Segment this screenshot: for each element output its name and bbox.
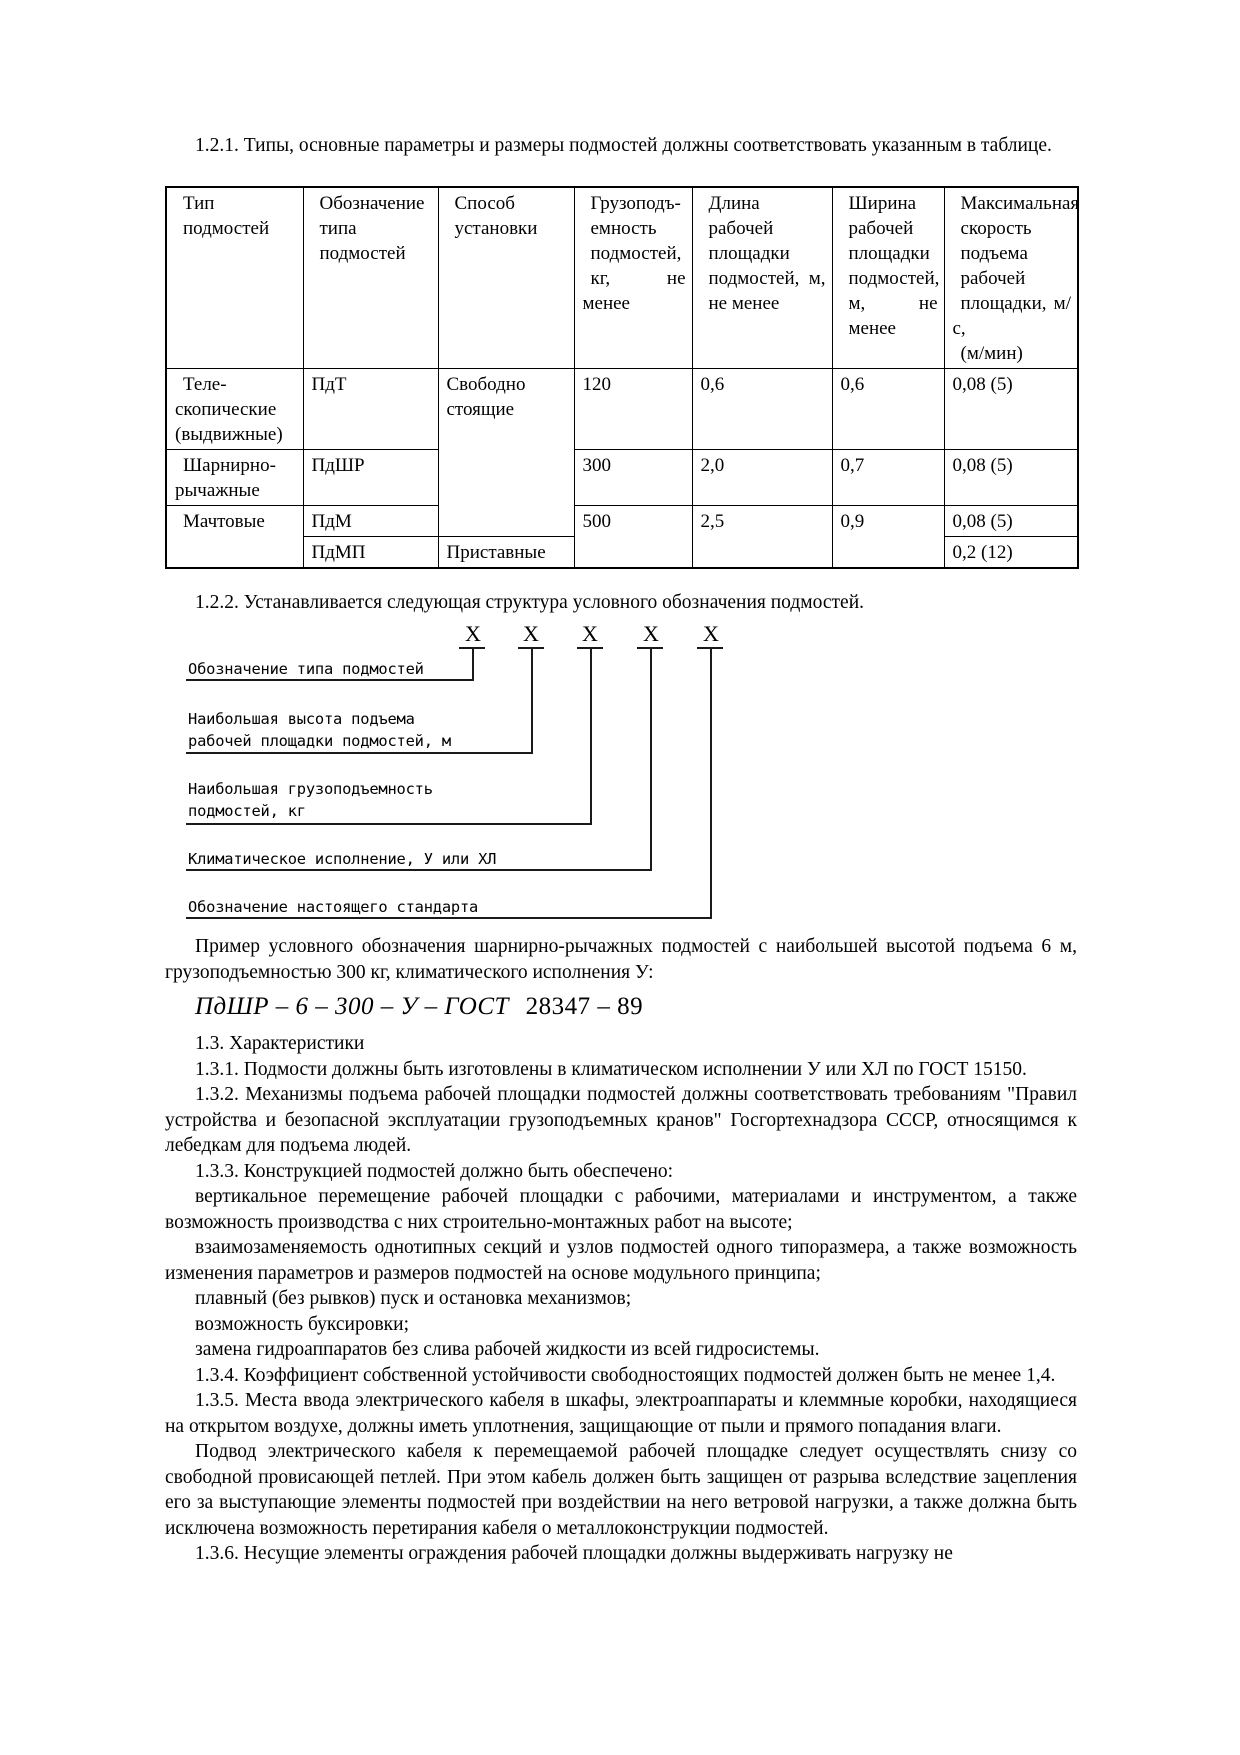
cell-line: Мачтовые <box>183 510 265 532</box>
cell-line: стоящие <box>446 398 515 420</box>
header-line: Длина <box>708 192 760 214</box>
clause-1-2-1-paragraph: 1.2.1. Типы, основные параметры и размеры подмостей должны соответствовать указанным в таблице. <box>195 135 1052 156</box>
example-paragraph: Пример условного обозначения шарнирно-рычажных подмостей с наибольшей высотой подъема 6 м, грузоподъемностью 300 кг, климатического исполнения У: <box>165 936 1077 983</box>
cell-length: 2,5 <box>692 505 832 568</box>
formula-upright-part: 28347 – 89 <box>525 993 644 1020</box>
leader-cap-4 <box>637 647 663 649</box>
cell-type <box>166 505 303 568</box>
header-line: (м/мин) <box>960 342 1023 364</box>
table-header-cell-type <box>166 187 303 369</box>
table-row <box>166 505 1078 536</box>
header-line: рабочей <box>708 217 774 239</box>
parameters-table <box>165 186 1079 569</box>
leader-cap-5 <box>697 647 723 649</box>
x-mark: X <box>582 621 598 646</box>
header-line: рабочей <box>848 217 914 239</box>
cell-designation: ПдМП <box>303 536 438 568</box>
cell-line: скопические <box>175 398 277 420</box>
header-line: рабочей <box>960 267 1026 289</box>
x-mark: X <box>643 621 659 646</box>
header-line: емность <box>590 217 657 239</box>
cell-speed: 0,08 (5) <box>944 449 1078 505</box>
structure-label-standard: Обозначение настоящего стандарта <box>188 898 479 916</box>
structure-label-type: Обозначение типа подмостей <box>188 660 424 678</box>
clause-1-3-2: 1.3.2. Механизмы подъема рабочей площадки подмостей должны соответствовать требованиям "Правил устройства и безопасной эксплуатации грузоподъемных кранов" Госгортехнадзора СССР, относящимся к лебедкам для подъема людей. <box>165 1084 1077 1156</box>
clause-1-3-3: 1.3.3. Конструкцией подмостей должно быть обеспечено: <box>195 1160 674 1182</box>
table-row <box>166 368 1078 449</box>
cell-mounting-attached: Приставные <box>438 536 574 568</box>
clause-1-3-3-item-b: взаимозаменяемость однотипных секций и узлов подмостей одного типоразмера, а также возможность изменения параметров и размеров подмостей на основе модульного принципа; <box>165 1237 1077 1284</box>
cell-type <box>166 449 303 505</box>
clause-1-3-3-item-d: возможность буксировки; <box>195 1313 409 1335</box>
cell-length: 0,6 <box>692 368 832 449</box>
leader-cap-1 <box>459 647 485 649</box>
clause-1-3-5: 1.3.5. Места ввода электрического кабеля в шкафы, электроаппараты и клеммные коробки, находящиеся на открытом воздухе, должны иметь уплотнения, защищающие от пыли и прямого попадания влаги. <box>165 1390 1077 1437</box>
structure-label-height-line2: рабочей площадки подмостей, м <box>188 732 451 750</box>
x-mark: X <box>523 621 539 646</box>
clause-1-2-2-paragraph: 1.2.2. Устанавливается следующая структура условного обозначения подмостей. <box>195 591 865 613</box>
structure-label-capacity-line1: Наибольшая грузоподъемность <box>188 780 433 798</box>
leader-vertical-2 <box>531 647 533 752</box>
cell-capacity: 500 <box>574 505 692 568</box>
clause-1-3-3-item-e: замена гидроаппаратов без слива рабочей жидкости из всей гидросистемы. <box>195 1339 820 1360</box>
header-line: площадки <box>848 242 930 264</box>
header-line: не менее <box>708 292 780 314</box>
cell-line: рычажные <box>175 479 260 501</box>
table-header-cell-capacity <box>574 187 692 369</box>
cell-mounting-free-standing <box>438 368 574 536</box>
header-line: подмостей <box>319 242 406 264</box>
underline-3 <box>186 823 592 825</box>
clause-1-3-3-item-a: вертикальное перемещение рабочей площадки с рабочими, материалами и инструментом, а также возможность производства с них строительно-монтажных работ на высоте; <box>165 1186 1077 1233</box>
header-line: подмостей <box>183 217 270 239</box>
header-line: подмостей, <box>848 267 940 289</box>
clause-1-3-1: 1.3.1. Подмости должны быть изготовлены в климатическом исполнении У или ХЛ по ГОСТ 15150. <box>195 1058 1027 1080</box>
formula-italic-part: ПдШР – 6 – 300 – У – ГОСТ <box>195 993 509 1020</box>
cell-length: 2,0 <box>692 449 832 505</box>
cell-designation: ПдТ <box>303 368 438 449</box>
structure-label-capacity-line2: подмостей, кг <box>188 802 306 820</box>
table-header-cell-width <box>832 187 944 369</box>
cell-width: 0,7 <box>832 449 944 505</box>
header-line: скорость <box>960 217 1032 239</box>
designation-example-formula <box>195 991 1077 1023</box>
table-header-cell-mounting <box>438 187 574 369</box>
cell-line: Шарнирно- <box>183 454 276 476</box>
table-header-cell-length <box>692 187 832 369</box>
header-line: м, не <box>848 292 938 314</box>
clause-1-3-3-item-c: плавный (без рывков) пуск и остановка механизмов; <box>195 1288 632 1309</box>
leader-vertical-5 <box>710 647 712 917</box>
clause-1-3-5-cable: Подвод электрического кабеля к перемещаемой рабочей площадке следует осуществлять снизу со свободной провисающей петлей. При этом кабель должен быть защищен от разрыва вследствие зацепления его за выступающие элементы подмостей при воздействии на него ветровой нагрузки, а также должна быть исключена возможность перетирания кабеля о металлоконструкции подмостей. <box>165 1441 1077 1539</box>
x-mark: X <box>703 621 719 646</box>
cell-width: 0,6 <box>832 368 944 449</box>
underline-5 <box>186 917 712 919</box>
cell-width: 0,9 <box>832 505 944 568</box>
header-line: менее <box>848 317 896 339</box>
leader-vertical-1 <box>472 647 474 679</box>
header-line: Тип <box>183 192 215 214</box>
cell-capacity: 300 <box>574 449 692 505</box>
header-line: кг, не менее <box>582 267 686 314</box>
leader-cap-2 <box>518 647 544 649</box>
cell-line: Свободно <box>446 373 526 395</box>
header-line: площадки <box>708 242 790 264</box>
table-row <box>166 449 1078 505</box>
header-line: типа <box>319 217 357 239</box>
leader-cap-3 <box>577 647 603 649</box>
header-line: подмостей, м, <box>708 267 826 289</box>
header-line: подъема <box>960 242 1028 264</box>
header-line: Обозначение <box>319 192 425 214</box>
document-page <box>165 0 1080 1567</box>
cell-speed: 0,08 (5) <box>944 368 1078 449</box>
cell-speed: 0,2 (12) <box>944 536 1078 568</box>
header-line: установки <box>454 217 538 239</box>
header-line: площадки, м/с, <box>952 292 1071 339</box>
table-header-cell-designation <box>303 187 438 369</box>
cell-type <box>166 368 303 449</box>
cell-designation: ПдШР <box>303 449 438 505</box>
header-line: Максимальная <box>960 192 1080 214</box>
header-line: Грузоподъ- <box>590 192 681 214</box>
header-line: Ширина <box>848 192 917 214</box>
underline-1 <box>186 679 474 681</box>
cell-line: Теле- <box>183 373 227 395</box>
clause-1-3-6: 1.3.6. Несущие элементы ограждения рабочей площадки должны выдерживать нагрузку не <box>195 1543 953 1564</box>
structure-label-height-line1: Наибольшая высота подъема <box>188 710 415 728</box>
leader-vertical-3 <box>590 647 592 823</box>
table-header-cell-speed <box>944 187 1078 369</box>
cell-capacity: 120 <box>574 368 692 449</box>
clause-1-3-heading: 1.3. Характеристики <box>195 1033 365 1054</box>
table-header-row <box>166 187 1078 369</box>
structure-label-climate: Климатическое исполнение, У или ХЛ <box>188 850 497 868</box>
cell-line: (выдвижные) <box>175 423 283 445</box>
header-line: подмостей, <box>590 242 682 264</box>
x-mark: X <box>465 621 481 646</box>
designation-structure-diagram <box>165 621 1077 916</box>
cell-designation: ПдМ <box>303 505 438 536</box>
underline-4 <box>186 869 652 871</box>
leader-vertical-4 <box>650 647 652 869</box>
clause-1-3-4: 1.3.4. Коэффициент собственной устойчивости свободностоящих подмостей должен быть не менее 1,4. <box>195 1364 1056 1386</box>
cell-speed: 0,08 (5) <box>944 505 1078 536</box>
header-line: Способ <box>454 192 515 214</box>
underline-2 <box>186 752 533 754</box>
